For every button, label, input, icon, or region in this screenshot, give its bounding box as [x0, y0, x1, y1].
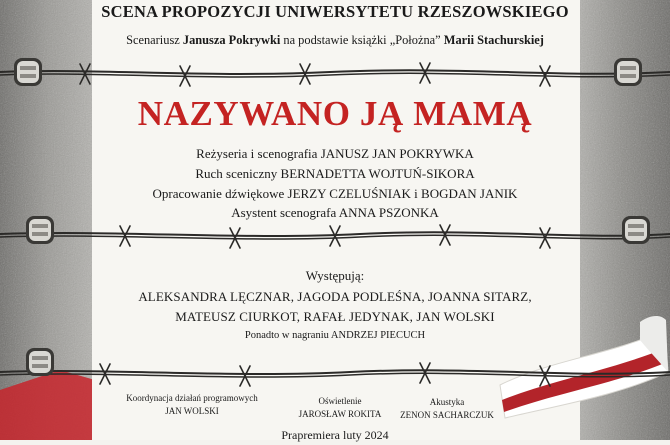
credit-assistant: Asystent scenografa ANNA PSZONKA: [231, 205, 439, 220]
recording-credit: Ponadto w nagraniu ANDRZEJ PIECUCH: [244, 330, 426, 341]
crew-name: JAN WOLSKI: [165, 406, 219, 416]
crew-name: ZENON SACHARCZUK: [400, 410, 494, 420]
credit-sound: Opracowanie dźwiękowe JERZY CZELUŚNIAK i BOGDAN JANIK: [152, 186, 518, 201]
scenario-prefix: Scenariusz: [126, 33, 183, 47]
credit-director: Reżyseria i scenografia JANUSZ JAN POKRYWKA: [196, 146, 474, 161]
play-title: NAZYWANO JĄ MAMĄ: [137, 94, 533, 133]
armband-flag: [490, 300, 670, 440]
scenario-author: Janusza Pokrywki: [182, 33, 281, 47]
scenario-credit: [0, 33, 670, 48]
cast-line-1: ALEKSANDRA LĘCZNAR, JAGODA PODLEŚNA, JOANNA SITARZ,: [138, 289, 532, 304]
crew-coordination: [112, 392, 272, 418]
crew-name: JAROSŁAW ROKITA: [298, 409, 382, 419]
crew-acoustics: [392, 396, 502, 422]
venue-heading: SCENA PROPOZYCJI UNIWERSYTETU RZESZOWSKIEGO: [101, 2, 569, 21]
book-author: Marii Stachurskiej: [443, 33, 544, 47]
crew-role: Koordynacja działań programowych: [126, 393, 258, 403]
premiere-date: Prapremiera luty 2024: [281, 428, 389, 442]
credit-movement: Ruch sceniczny BERNADETTA WOJTUŃ-SIKORA: [195, 166, 475, 181]
cast-line-2: MATEUSZ CIURKOT, RAFAŁ JEDYNAK, JAN WOLSKI: [175, 309, 495, 324]
scenario-middle: na podstawie książki „Położna”: [280, 33, 444, 47]
cast-heading: Występują:: [305, 268, 365, 283]
crew-role: Akustyka: [429, 397, 465, 407]
crew-lighting: [286, 395, 394, 421]
crew-role: Oświetlenie: [318, 396, 362, 406]
